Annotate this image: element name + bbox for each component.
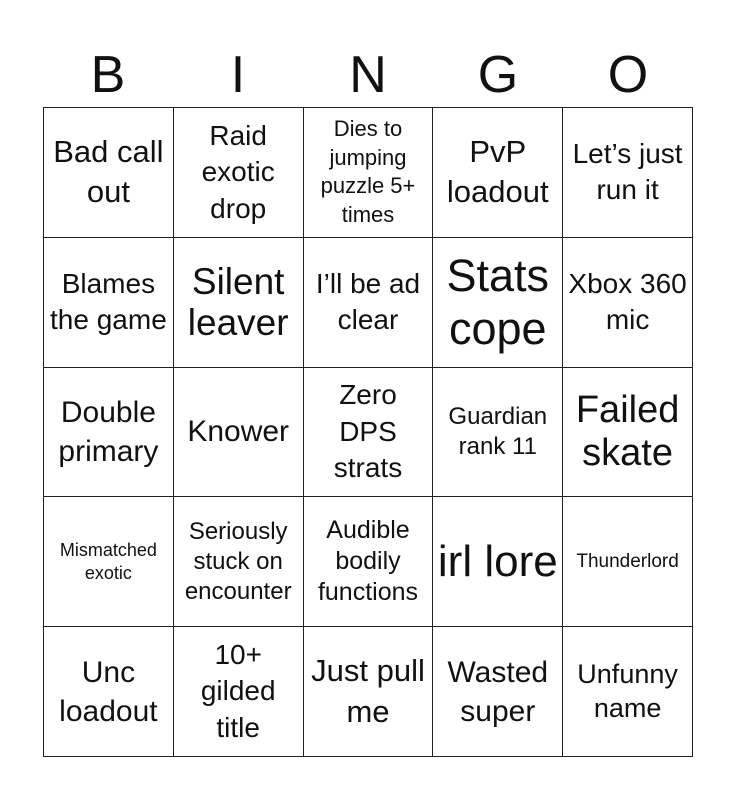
bingo-cell[interactable]: Wasted super bbox=[433, 627, 563, 757]
bingo-cell[interactable]: Audible bodily functions bbox=[304, 497, 434, 627]
header-letter-g: G bbox=[477, 46, 519, 104]
bingo-cell[interactable]: Unfunny name bbox=[563, 627, 693, 757]
bingo-cell[interactable]: Dies to jumping puzzle 5+ times bbox=[304, 108, 434, 238]
bingo-cell[interactable]: Silent leaver bbox=[174, 238, 304, 368]
bingo-cell[interactable]: Just pull me bbox=[304, 627, 434, 757]
bingo-cell[interactable]: Knower bbox=[174, 368, 304, 498]
bingo-header bbox=[43, 45, 693, 105]
bingo-board bbox=[43, 107, 693, 757]
bingo-cell[interactable]: Let’s just run it bbox=[563, 108, 693, 238]
header-letter-o: O bbox=[607, 46, 649, 104]
bingo-cell[interactable]: Blames the game bbox=[44, 238, 174, 368]
header-letter-i: I bbox=[230, 46, 246, 104]
bingo-cell[interactable]: 10+ gilded title bbox=[174, 627, 304, 757]
bingo-cell[interactable]: Xbox 360 mic bbox=[563, 238, 693, 368]
header-letter-n: N bbox=[349, 46, 387, 104]
bingo-cell[interactable]: Bad call out bbox=[44, 108, 174, 238]
bingo-cell[interactable]: Thunderlord bbox=[563, 497, 693, 627]
bingo-cell[interactable]: Stats cope bbox=[433, 238, 563, 368]
bingo-cell[interactable]: irl lore bbox=[433, 497, 563, 627]
bingo-cell[interactable]: Guardian rank 11 bbox=[433, 368, 563, 498]
header-letter-b: B bbox=[90, 46, 126, 104]
bingo-cell[interactable]: Failed skate bbox=[563, 368, 693, 498]
bingo-cell[interactable]: Raid exotic drop bbox=[174, 108, 304, 238]
bingo-cell[interactable]: PvP loadout bbox=[433, 108, 563, 238]
bingo-cell[interactable]: Zero DPS strats bbox=[304, 368, 434, 498]
bingo-cell[interactable]: Mismatched exotic bbox=[44, 497, 174, 627]
bingo-cell[interactable]: Unc loadout bbox=[44, 627, 174, 757]
bingo-cell[interactable]: Double primary bbox=[44, 368, 174, 498]
bingo-cell[interactable]: Seriously stuck on encounter bbox=[174, 497, 304, 627]
bingo-cell[interactable]: I’ll be ad clear bbox=[304, 238, 434, 368]
